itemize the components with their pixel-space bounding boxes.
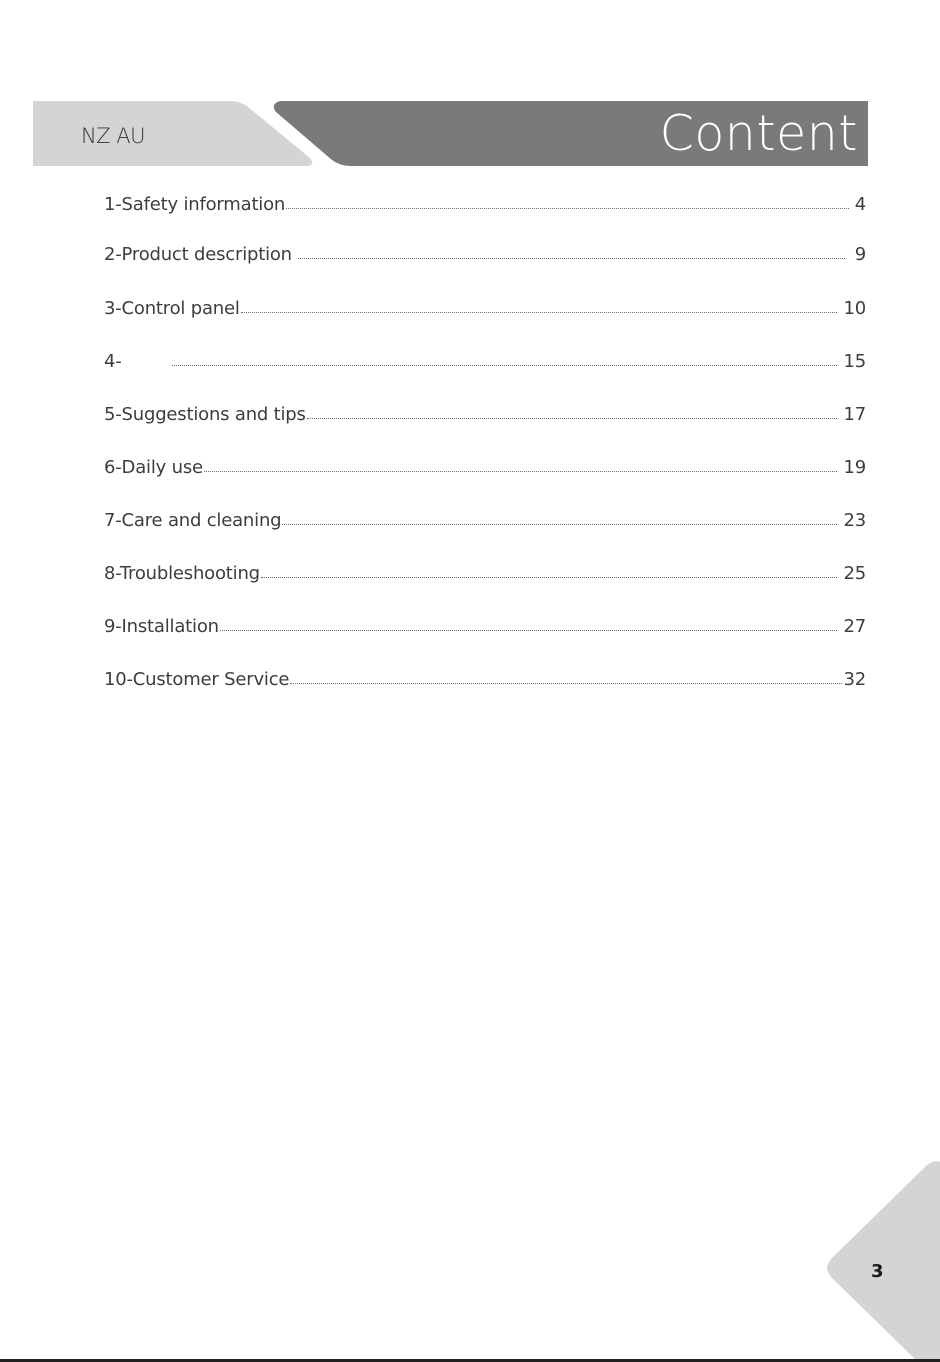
toc-page-number: 9: [854, 244, 866, 265]
dot-leader: [220, 629, 838, 631]
toc-entry-label: 8-Troubleshooting: [104, 563, 260, 584]
toc-entry[interactable]: [104, 244, 866, 270]
region-label: NZ AU: [81, 124, 146, 148]
toc-page-number: 10: [843, 298, 866, 319]
toc-page-number: 19: [843, 457, 866, 478]
dot-leader: [290, 682, 842, 684]
toc-entry[interactable]: [104, 669, 866, 695]
toc-entry-label: 3-Control panel: [104, 298, 240, 319]
dot-leader: [204, 470, 838, 472]
page-title: Content: [659, 105, 858, 162]
toc-entry-label: 5-Suggestions and tips: [104, 404, 306, 425]
dot-leader: [286, 207, 849, 209]
dot-leader: [172, 364, 837, 366]
toc-entry[interactable]: [104, 194, 866, 220]
dot-leader: [282, 523, 837, 525]
toc-entry[interactable]: [104, 404, 866, 430]
toc-entry[interactable]: [104, 510, 866, 536]
toc-page-number: 17: [843, 404, 866, 425]
toc-entry-label: 9-Installation: [104, 616, 219, 637]
toc-page-number: 25: [843, 563, 866, 584]
toc-entry[interactable]: [104, 457, 866, 483]
toc-entry[interactable]: [104, 616, 866, 642]
toc-page-number: 23: [843, 510, 866, 531]
toc-entry[interactable]: [104, 298, 866, 324]
toc-entry-label: 4-: [104, 351, 122, 372]
toc-page-number: 15: [843, 351, 866, 372]
toc-page-number: 32: [843, 669, 866, 690]
page-corner-tab: [800, 1150, 940, 1362]
toc-page-number: 4: [854, 194, 866, 215]
toc-page-number: 27: [843, 616, 866, 637]
toc-entry[interactable]: [104, 563, 866, 589]
dot-leader: [241, 311, 838, 313]
dot-leader: [298, 257, 845, 259]
toc-entry-label: 2-Product description: [104, 244, 292, 265]
dot-leader: [261, 576, 838, 578]
toc-entry-label: 1-Safety information: [104, 194, 286, 215]
toc-entry-label: 10-Customer Service: [104, 669, 290, 690]
toc-entry[interactable]: [104, 351, 866, 377]
toc-entry-label: 7-Care and cleaning: [104, 510, 282, 531]
region-tab-shape: [33, 101, 312, 166]
page-number: 3: [871, 1261, 884, 1282]
toc-entry-label: 6-Daily use: [104, 457, 203, 478]
dot-leader: [307, 417, 838, 419]
